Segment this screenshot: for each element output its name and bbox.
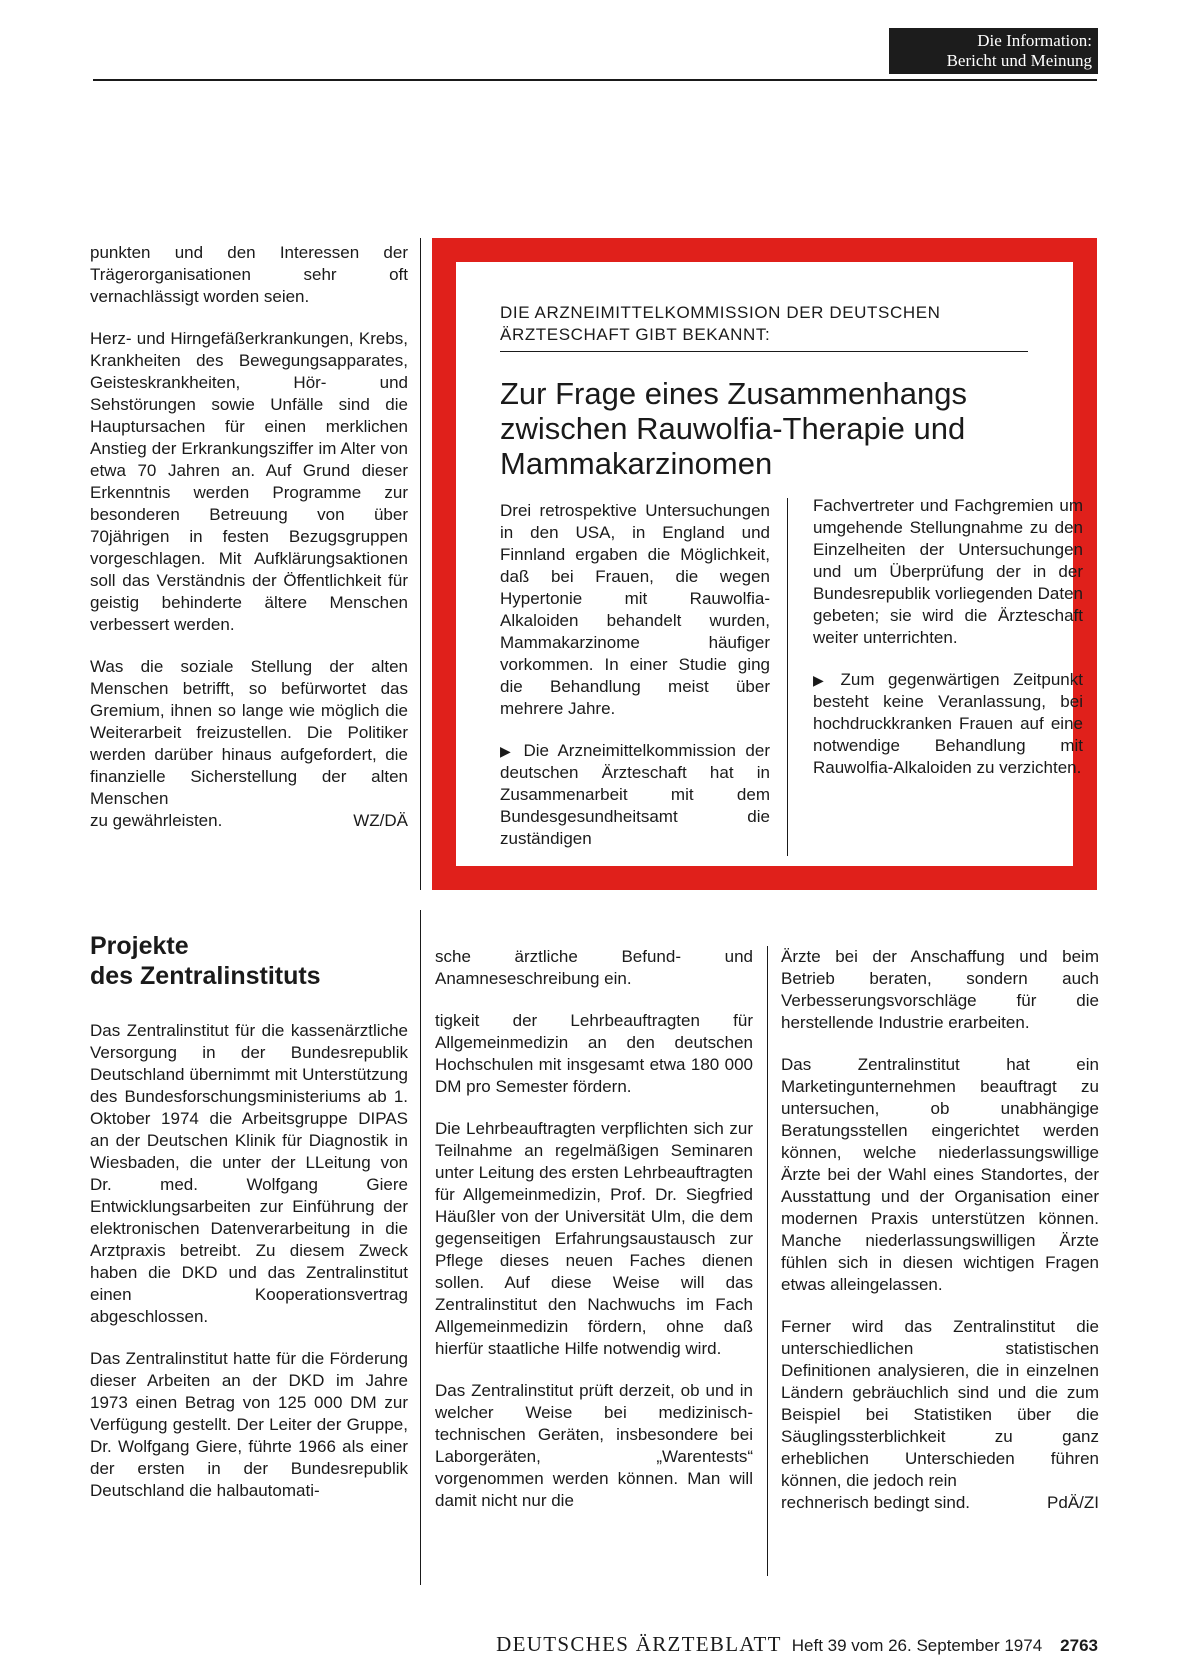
article-headline xyxy=(90,931,321,991)
page-footer xyxy=(420,1632,1098,1658)
title-line: Zur Frage eines Zusammenhangs xyxy=(500,376,967,411)
announcement-title xyxy=(500,376,1040,481)
paragraph: Herz- und Hirngefäßerkrankungen, Krebs, Krankheiten des Bewegungsapparates, Geisteskrankheiten, Hör- und Sehstörungen sowie Unfälle sind die Hauptursachen für einen merklichen Anstieg der Erkrankungsziffer im Alter von etwa 70 Jahren an. Auf Grund dieser Erkenntnis werden Programme zur besonderen Betreuung von über 70jährigen in festen Bezugsgruppen vorgeschlagen. Mit Aufklärungsaktionen soll das Verständnis der Öffentlichkeit für geistig behinderte ältere Menschen verbessert werden. xyxy=(90,329,408,634)
paragraph: Drei retrospektive Untersuchungen in den USA, in England und Finnland ergaben die Möglichkeit, daß bei Frauen, die wegen Hypertonie mit Rauwolfia-Alkaloiden behandelt wurden, Mammakarzinome häufiger vorkommen. In einer Studie ging die Behandlung meist über mehrere Jahre. xyxy=(500,501,770,718)
announcement-box xyxy=(432,238,1097,890)
announcement-column-right xyxy=(813,495,1083,799)
page-number: 2763 xyxy=(1060,1636,1098,1655)
column-divider xyxy=(767,946,768,1576)
headline-line: Projekte xyxy=(90,932,189,960)
title-line: Mammakarzinomen xyxy=(500,446,773,481)
title-line: zwischen Rauwolfia-Therapie und xyxy=(500,411,966,446)
article-column-3 xyxy=(781,946,1099,1514)
closing-text: rechnerisch bedingt sind. xyxy=(781,1493,971,1512)
paragraph: Das Zentralinstitut hat ein Marketingunternehmen beauftragt zu untersuchen, ob unabhängige Beratungsstellen eingerichtet werden können, welche niederlassungswillige Ärzte bei der Wahl eines Standortes, der Ausstattung und der Organisation einer modernen Praxis unterstützen können. Manche niederlassungswilligen Ärzte fühlen sich in diesen wichtigen Fragen etwas alleingelassen. xyxy=(781,1055,1099,1294)
article-column-2 xyxy=(435,946,753,1512)
paragraph: sche ärztliche Befund- und Anamneseschreibung ein. xyxy=(435,947,753,988)
section-badge xyxy=(889,28,1098,74)
header-rule xyxy=(93,79,1097,81)
paragraph: Fachvertreter und Fachgremien um umgehende Stellungnahme zu den Einzelheiten der Untersuchungen und um Überprüfung der in der Bundesrepublik vorliegenden Daten gebeten; sie wird die Ärzteschaft weiter unterrichten. xyxy=(813,496,1083,647)
paragraph-text: Die Arzneimittelkommission der deutschen Ärzteschaft hat in Zusammenarbeit mit dem Bundesgesundheitsamt die zuständigen xyxy=(500,741,770,848)
announcement-kicker xyxy=(500,302,970,346)
paragraph-text: Zum gegenwärtigen Zeitpunkt besteht keine Veranlassung, bei hochdruckkranken Frauen auf eine notwendige Behandlung mit Rauwolfia-Alkaloiden zu verzichten. xyxy=(813,670,1083,777)
paragraph: Die Lehrbeauftragten verpflichten sich zur Teilnahme an regelmäßigen Seminaren unter Leitung des ersten Lehrbeauftragten für Allgemeinmedizin, Prof. Dr. Siegfried Häußler von der Universität Ulm, die dem gegenseitigen Erfahrungsaustausch zur Pflege dieses neuen Faches dienen sollen. Auf diese Weise will das Zentralinstitut den Nachwuchs im Fach Allgemeinmedizin fördern, ohne daß hierfür staatliche Hilfe notwendig wird. xyxy=(435,1119,753,1358)
column-divider xyxy=(420,910,421,1585)
author-signature: WZ/DÄ xyxy=(353,811,408,830)
article-column-1 xyxy=(90,1020,408,1502)
author-signature: PdÄ/ZI xyxy=(1047,1493,1099,1512)
column-divider xyxy=(420,238,421,890)
section-label-line2: Bericht und Meinung xyxy=(946,51,1092,70)
paragraph: Das Zentralinstitut prüft derzeit, ob und in welcher Weise bei medizinisch-technischen Geräten, insbesondere bei Laborgeräten, „Warentests“ vorgenommen werden können. Man will damit nicht nur die xyxy=(435,1381,753,1510)
journal-name: DEUTSCHES ÄRZTEBLATT xyxy=(496,1632,782,1656)
closing-line xyxy=(90,810,408,832)
closing-text: zu gewährleisten. xyxy=(90,811,223,830)
paragraph: Ferner wird das Zentralinstitut die unterschiedlichen statistischen Definitionen analysieren, die in einzelnen Ländern gebräuchlich sind und die zum Beispiel bei Statistiken über die Säuglingssterblichkeit zu ganz erheblichen Unterschieden führen können, die jedoch rein xyxy=(781,1317,1099,1490)
paragraph: tigkeit der Lehrbeauftragten für Allgemeinmedizin an den deutschen Hochschulen mit insgesamt etwa 180 000 DM pro Semester fördern. xyxy=(435,1011,753,1096)
section-label-line1: Die Information: xyxy=(977,31,1092,50)
issue-info: Heft 39 vom 26. September 1974 xyxy=(791,1636,1043,1655)
triangle-bullet-icon: ▶ xyxy=(500,743,516,759)
bullet-paragraph xyxy=(500,740,770,850)
kicker-rule xyxy=(500,351,1028,352)
announcement-panel xyxy=(456,262,1083,866)
kicker-line: DIE ARZNEIMITTELKOMMISSION DER DEUTSCHEN xyxy=(500,303,941,322)
closing-line xyxy=(781,1492,1099,1514)
column-divider xyxy=(787,498,788,856)
triangle-bullet-icon: ▶ xyxy=(813,672,833,688)
kicker-line: ÄRZTESCHAFT GIBT BEKANNT: xyxy=(500,325,771,344)
paragraph: Das Zentralinstitut für die kassenärztliche Versorgung in der Bundesrepublik Deutschland übernimmt mit Unterstützung des Bundesforschungsministeriums ab 1. Oktober 1974 die Arbeitsgruppe DIPAS an der Deutschen Klinik für Diagnostik in Wiesbaden, die unter der LLeitung von Dr. med. Wolfgang Giere Entwicklungsarbeiten zur Einführung der elektronischen Datenverarbeitung in die Arztpraxis betreibt. Zu diesem Zweck haben die DKD und das Zentralinstitut einen Kooperationsvertrag abgeschlossen. xyxy=(90,1021,408,1326)
paragraph: Ärzte bei der Anschaffung und beim Betrieb beraten, sondern auch Verbesserungsvorschläge für die herstellende Industrie erarbeiten. xyxy=(781,947,1099,1032)
bullet-paragraph xyxy=(813,669,1083,779)
paragraph: Das Zentralinstitut hatte für die Förderung dieser Arbeiten an der DKD im Jahre 1973 einen Betrag von 125 000 DM zur Verfügung gestellt. Der Leiter der Gruppe, Dr. Wolfgang Giere, führte 1966 als einer der ersten in der Bundesrepublik Deutschland die halbautomati- xyxy=(90,1349,408,1500)
headline-line: des Zentralinstituts xyxy=(90,962,321,990)
announcement-column-left xyxy=(500,500,770,870)
article-continuation xyxy=(90,242,408,832)
paragraph: Was die soziale Stellung der alten Menschen betrifft, so befürwortet das Gremium, ihnen so lange wie möglich die Weiterarbeit freizustellen. Die Politiker werden darüber hinaus aufgefordert, die finanzielle Sicherstellung der alten Menschen xyxy=(90,657,408,808)
paragraph: punkten und den Interessen der Trägerorganisationen sehr oft vernachlässigt worden seien. xyxy=(90,243,408,306)
